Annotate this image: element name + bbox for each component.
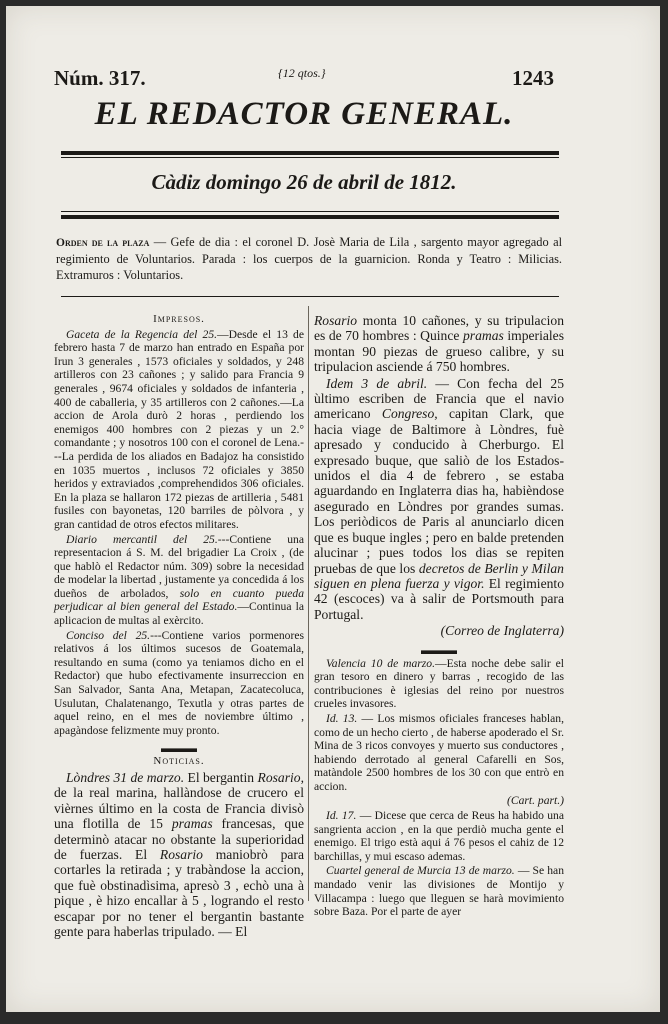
londres-italic: pramas	[463, 328, 504, 344]
header-row	[48, 64, 560, 94]
id13-text: — Los mismos oficiales franceses hablan, como de un hecho cierto , de haberse apoderado el Sr. Mina de 3 ricos convoyes y muerto sus conductores , habiendo derrotado al general Cafarelli en Sos, matàndole 2500 hombres de los 30 con que entrò en accion.	[314, 711, 564, 793]
rule-date	[61, 215, 559, 219]
diario-italic: solo en cuanto pueda perjudicar al bien general del Estado.	[54, 586, 304, 614]
gaceta-text: —Desde el 13 de febrero hasta 7 de marzo han entrado en España por Irun 3 generales , 1573 oficiales y soldados, y 248 artilleros con 23 cañones ; y salido para Francia 9 generales , 9674 oficiales y soldados de infanteria , 400 de caballeria, y 35 artilleros con 2 cañones.—La accion de Arola durò 2 horas , perdiendo los enemigos 400 hombres con 2 piezas y un 2.° comandante ; y nosotros 100 con el coronel de Lena.---La perdida de los aliados en Badajoz ha consistido en 1035 muertos , inclusos 72 oficiales y 3850 heridos y extraviados ,comprehendidos 306 oficiales. En la plaza se hallaron 172 piezas de artilleria , 5481 fusiles con bayonetas, 120 barriles de pòlvora , y gran cantidad de otros efectos militares.	[54, 327, 304, 531]
orden-de-la-plaza	[56, 234, 562, 283]
rule-top-thin	[61, 157, 559, 158]
noticias-heading: Noticias.	[153, 755, 205, 768]
londres-text: El bergantin	[184, 770, 258, 785]
londres-italic: Rosario	[159, 847, 203, 863]
murcia-paragraph	[314, 864, 564, 918]
pages-note: {12 qtos.}	[278, 66, 326, 80]
id17-paragraph	[314, 809, 564, 863]
rule-columns	[61, 296, 559, 297]
londres-text: imperiales montan 90 piezas de grueso calibre, y su tripulacion asciende á 750 hombres.	[314, 328, 564, 375]
column-divider	[308, 306, 309, 901]
londres-italic: Rosario	[314, 313, 358, 328]
diario-paragraph	[54, 533, 304, 628]
conciso-paragraph	[54, 629, 304, 738]
masthead-title: EL REDACTOR GENERAL.	[94, 96, 514, 132]
idem-italic: Congreso	[381, 406, 435, 422]
idem-text: — Con fecha del 25 ùltimo escriben de Francia que el navio americano	[314, 375, 565, 422]
londres-place: Lòndres 31 de marzo.	[66, 770, 185, 785]
id13-title: Id. 13.	[326, 711, 358, 725]
conciso-text: ---Contiene varios pormenores relativos á los últimos sucesos de Goatemala, resultando en suma (como ya teniamos dicho en el Redactor) que hubo efectivamente insurreccion en San Salvador, Santa Ana, Metapan, Zacatecoluca, Usulutan, Chalatenango, Texutla y otras partes de aquel reino, en el mes de noviembre último , apagàndose felizmente muy pronto.	[54, 628, 304, 737]
dateline: Càdiz domingo 26 de abril de 1812.	[151, 170, 457, 194]
idem-italic: decretos de Berlin y Milan siguen en plena fuerza y vigor.	[314, 560, 564, 591]
londres-italic: pramas	[171, 816, 213, 832]
londres-text: monta 10 cañones, y su tripulacion es de 70 hombres : Quince	[314, 313, 564, 344]
orden-text: — Gefe de dia : el coronel D. Josè Maria de Lila , sargento mayor agregado al regimiento de Voluntarios. Parada : los cuerpos de la guarnicion. Ronda y Teatro : Milicias. Extramuros : Voluntarios.	[56, 235, 563, 282]
orden-lead: Orden de la plaza	[56, 237, 150, 249]
gaceta-paragraph	[54, 328, 304, 532]
murcia-text: — Se han mandado venir las divisiones de Montijo y Villacampa : luego que lleguen se harà movimiento sobre Baza. Por el parte de ayer	[314, 864, 564, 919]
gaceta-title: Gaceta de la Regencia del 25.	[66, 327, 218, 341]
londres-text: maniobrò para cortarles la retirada ; y trabàndose la accion, que fuè obstinadìsima, apresò 3 , echò una à pique , è hizo encallar à 5 , logrando el resto escapar por no tener el bergantin bastante gente para haberlas tripulado. — El	[54, 847, 304, 940]
id13-source	[314, 794, 564, 808]
idem-text: , capitan Clark, que hacia viage de Baltimore à Lòndres, fuè apresado y conducido à Cherburgo. El expresado buque, que saliò de los Estados-unidos el dia 4 de febrero , se estaba aguardando en Inglaterra dias ha, habièndose asegurado en Lòndres por grandes sumas. Los periòdicos de Paris al anunciarlo dicen que es buque ingles ; pero en balde pretenden alucinar ; pues todos los dias se repiten pruebas de que los	[314, 406, 564, 576]
murcia-title: Cuartel general de Murcia 13 de marzo.	[326, 864, 515, 878]
londres-paragraph	[54, 770, 304, 939]
id17-title: Id. 17.	[326, 809, 357, 823]
londres-text: francesas, que determinò atacar no obstante la superioridad de fuerzas. El	[54, 816, 305, 863]
idem-paragraph	[314, 376, 564, 623]
left-column	[54, 313, 304, 940]
id17-text: — Dicese que cerca de Reus ha habido una sangrienta accion , en la que perdiò mucha gente el enemigo. El trigo està aqui á 76 pesos el cahiz de 12 barchillas, y mui escaso ademas.	[314, 809, 564, 863]
londres-italic: Rosario	[257, 770, 301, 785]
impresos-heading: Impresos.	[153, 313, 205, 325]
diario-title: Diario mercantil del 25.	[66, 532, 218, 546]
valencia-text: —Esta noche debe salir el gran tesoro en dinero y barras , recogido de las contribuciones è iglesias del reino por nuestros crueles invasores.	[314, 656, 565, 711]
ornament-divider: ▬▬▬	[161, 741, 197, 756]
issue-number: Núm. 317.	[54, 66, 146, 90]
valencia-title: Valencia 10 de marzo.	[326, 656, 436, 670]
diario-text: ---Contiene una representacion á S. M. del brigadier La Croix , (de que hablò el Redactor núm. 309) sobre la necesidad de modelar la libertad , justamente ya concedida á los dueños de arbolados,	[54, 532, 305, 600]
id13-paragraph	[314, 712, 564, 794]
idem-title: Idem 3 de abril.	[326, 375, 428, 391]
id13-source-text: (Cart. part.)	[506, 794, 564, 808]
right-column	[314, 313, 564, 920]
idem-source-text: (Correo de Inglaterra)	[440, 623, 564, 639]
londres-continued	[314, 313, 564, 375]
diario-text-2: —Continua la aplicacion de multas al exèrcito.	[54, 600, 304, 628]
rule-top	[61, 151, 559, 155]
londres-text: , de la real marina, hallàndose de crucero el vièrnes último en la costa de Francia divisò una flotilla de 15	[54, 770, 304, 832]
newspaper-page	[6, 6, 660, 1012]
page-number: 1243	[512, 66, 554, 90]
ornament-divider-right: ▬▬▬	[421, 642, 457, 657]
conciso-title: Conciso del 25.	[66, 628, 151, 642]
rule-date-thin	[61, 211, 559, 212]
idem-text: El regimiento 42 (escoces) va à salir de Portsmouth para Portugal.	[314, 575, 564, 622]
idem-source	[314, 623, 564, 638]
valencia-paragraph	[314, 657, 564, 711]
